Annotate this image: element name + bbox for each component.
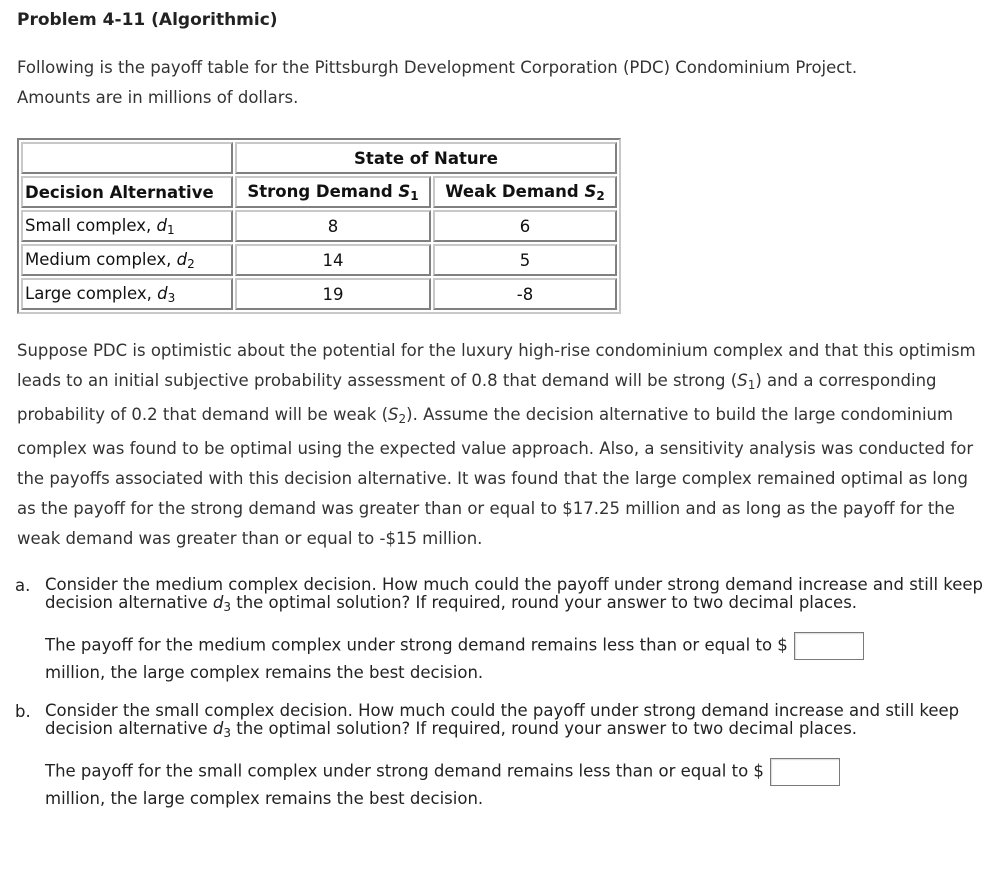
answer-a [45,632,989,686]
weak-demand-symbol: S [584,181,597,201]
row-label-small [21,210,233,242]
empty-header-cell [21,142,233,174]
answer-a-input[interactable] [794,632,864,660]
question-b-subscript: 3 [223,726,231,740]
row-label-text: Medium complex, [25,249,177,269]
large-weak-payoff: -8 [433,278,617,310]
small-strong-payoff: 8 [235,210,431,242]
question-b [17,702,989,812]
weak-demand-label: Weak Demand [445,181,585,201]
s1-symbol: S [737,371,748,390]
question-b-text-after: the optimal solution? If required, round your answer to two decimal places. [230,719,858,738]
intro-text [17,53,989,113]
question-b-marker: b. [15,702,31,721]
scenario-text-2: ) and a corresponding probability of 0.2 that demand will be weak ( [17,371,937,424]
row-label-subscript: 3 [167,290,176,305]
answer-b-prefix: The payoff for the small complex under strong demand remains less than or equal to $ [45,761,764,781]
strong-demand-label: Strong Demand [247,181,399,201]
answer-a-prefix: The payoff for the medium complex under strong demand remains less than or equal to $ [45,635,788,655]
question-b-text [45,702,989,742]
payoff-table [17,138,621,314]
row-label-symbol: d [156,215,167,235]
question-a [17,576,989,686]
table-header-row-1 [21,142,617,174]
weak-demand-subscript: 2 [596,188,605,203]
medium-weak-payoff: 5 [433,244,617,276]
table-row [21,278,617,310]
row-label-subscript: 2 [187,256,195,271]
question-a-text-after: the optimal solution? If required, round your answer to two decimal places. [230,593,858,612]
large-strong-payoff: 19 [235,278,431,310]
question-a-text-before: Consider the medium complex decision. How much could the payoff under strong demand increase and still keep decision alternative [45,575,984,612]
intro-line-2: Amounts are in millions of dollars. [17,88,299,107]
question-b-text-before: Consider the small complex decision. How much could the payoff under strong demand increase and still keep decision alternative [45,701,960,738]
answer-a-suffix: million, the large complex remains the best decision. [45,663,484,682]
scenario-text-3: ). Assume the decision alternative to build the large condominium complex was found to be optimal using the expected value approach. Also, a sensitivity analysis was conducted for the payoffs associated with this decision alternative. It was found that the large complex remained optimal as long as the payoff for the strong demand was greater than or equal to $17.25 million and as long as the payoff for the weak demand was greater than or equal to -$15 million. [17,405,974,548]
intro-line-1: Following is the payoff table for the Pittsburgh Development Corporation (PDC) Condominium Project. [17,58,858,77]
decision-alternative-header: Decision Alternative [21,176,233,208]
question-a-subscript: 3 [223,600,231,614]
scenario-paragraph [17,336,989,554]
row-label-text: Small complex, [25,215,157,235]
medium-strong-payoff: 14 [235,244,431,276]
state-of-nature-header: State of Nature [235,142,617,174]
answer-b [45,758,989,812]
row-label-symbol: d [176,249,188,269]
answer-b-suffix: million, the large complex remains the best decision. [45,789,484,808]
row-label-symbol: d [157,283,168,303]
s1-subscript: 1 [747,378,756,392]
strong-demand-symbol: S [398,181,411,201]
table-header-row-2 [21,176,617,208]
s2-symbol: S [388,405,399,424]
s2-subscript: 2 [398,412,407,426]
small-weak-payoff: 6 [433,210,617,242]
problem-page [17,8,989,812]
question-b-symbol: d [212,719,224,738]
strong-demand-subscript: 1 [410,188,419,203]
question-a-symbol: d [212,593,224,612]
weak-demand-header [433,176,617,208]
row-label-text: Large complex, [25,283,158,303]
problem-title: Problem 4-11 (Algorithmic) [17,10,278,30]
row-label-large [21,278,233,310]
answer-b-input[interactable] [770,758,840,786]
scenario-text-1: Suppose PDC is optimistic about the potential for the luxury high-rise condominium complex and that this optimism leads to an initial subjective probability assessment of 0.8 that demand will be strong ( [17,341,976,390]
table-row [21,244,617,276]
strong-demand-header [235,176,431,208]
row-label-medium [21,244,233,276]
question-a-text [45,576,989,616]
row-label-subscript: 1 [166,222,175,237]
table-row [21,210,617,242]
question-a-marker: a. [15,576,31,595]
